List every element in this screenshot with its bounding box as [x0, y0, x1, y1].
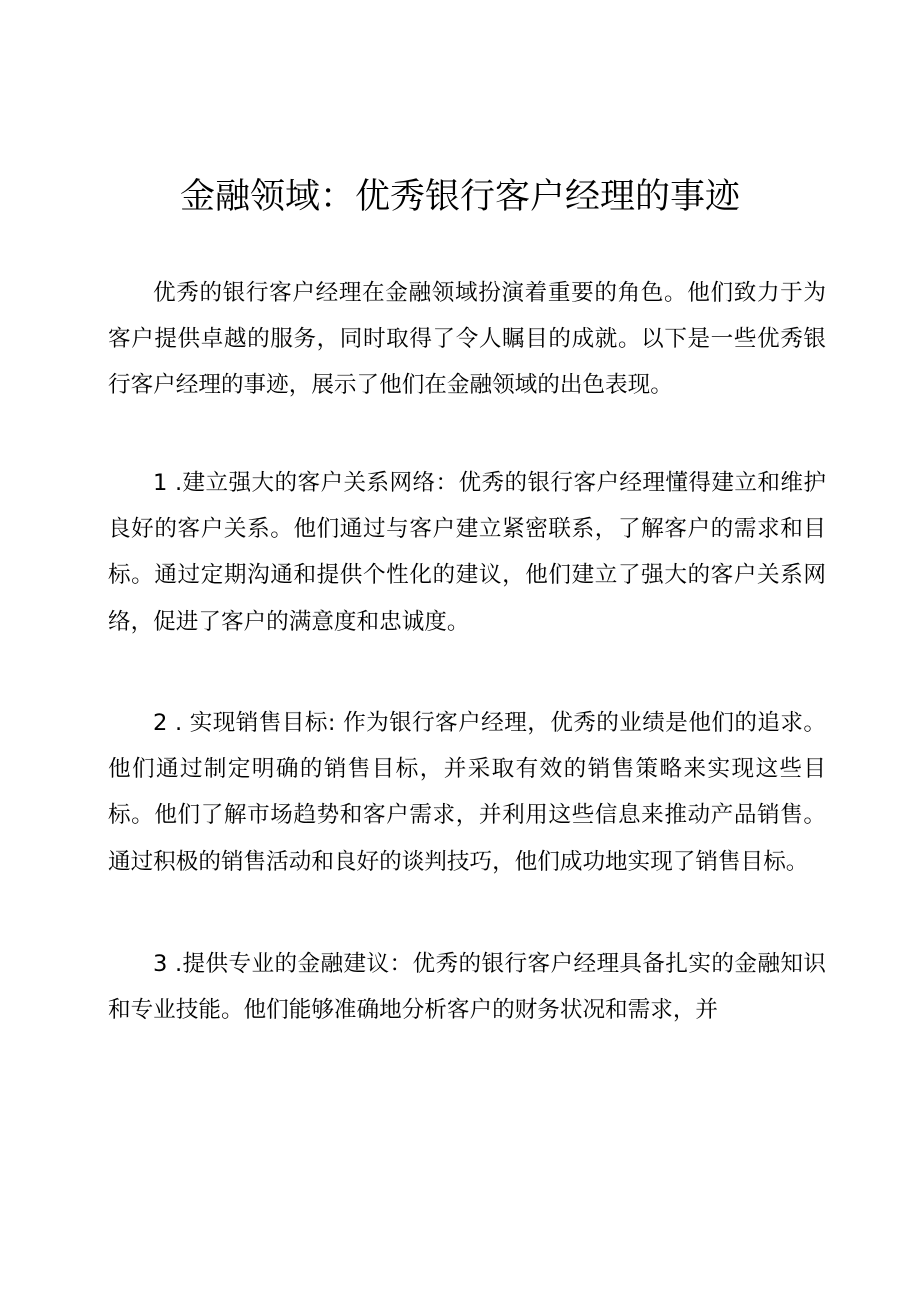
- paragraph-item-3: 3 .提供专业的金融建议：优秀的银行客户经理具备扎实的金融知识和专业技能。他们能够准确地分析客户的财务状况和需求，并: [108, 951, 826, 1024]
- document-title: 金融领域：优秀银行客户经理的事迹: [179, 177, 740, 217]
- paragraph-item-2: 2 . 实现销售目标: 作为银行客户经理，优秀的业绩是他们的追求。他们通过制定明确的销售目标，并采取有效的销售策略来实现这些目标。他们了解市场趋势和客户需求，并利用这些信息来推动产品销售。通过积极的销售活动和良好的谈判技巧，他们成功地实现了销售目标。: [108, 710, 826, 875]
- intro-paragraph: 优秀的银行客户经理在金融领域扮演着重要的角色。他们致力于为客户提供卓越的服务，同时取得了令人瞩目的成就。以下是一些优秀银行客户经理的事迹，展示了他们在金融领域的出色表现。: [108, 280, 826, 399]
- paragraph-item-1: 1 .建立强大的客户关系网络：优秀的银行客户经理懂得建立和维护良好的客户关系。他们通过与客户建立紧密联系，了解客户的需求和目标。通过定期沟通和提供个性化的建议，他们建立了强大的客户关系网络，促进了客户的满意度和忠诚度。: [108, 470, 826, 635]
